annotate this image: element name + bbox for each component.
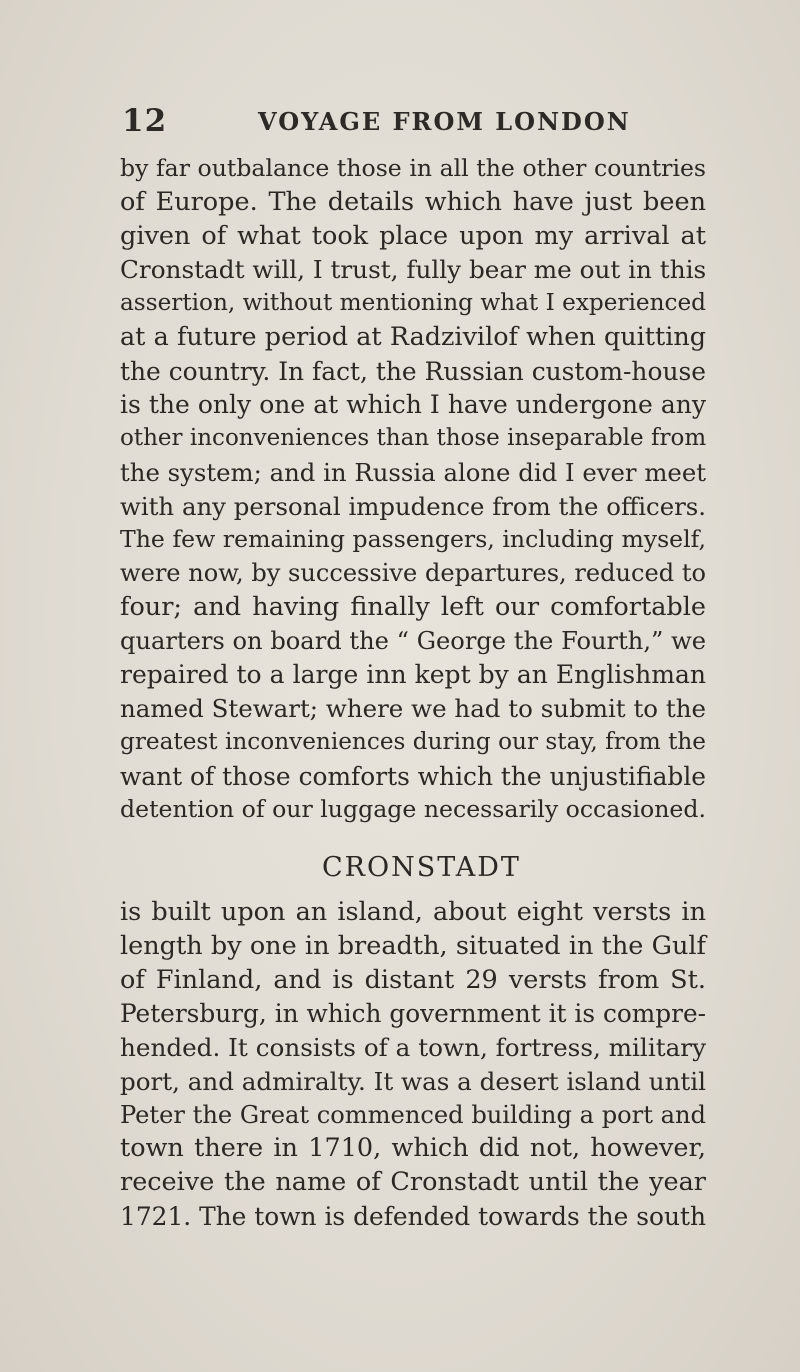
text-line: other inconveniences than those inseparable from <box>120 425 707 451</box>
text-line: with any personal impudence from the officers. <box>120 491 706 521</box>
text-line: The few remaining passengers, including myself, <box>120 525 706 554</box>
text-line: is the only one at which I have undergone any <box>120 390 706 420</box>
text-line: of Finland, and is distant 29 versts from St. <box>120 964 706 995</box>
text-line: port, and admiralty. It was a desert island until <box>120 1066 706 1096</box>
text-line: Cronstadt will, I trust, fully bear me out in this <box>120 255 707 285</box>
text-line: quarters on board the “ George the Fourth,” we <box>120 626 706 655</box>
text-line: want of those comforts which the unjustifiable <box>120 761 706 791</box>
text-line: the country. In fact, the Russian custom-house <box>120 356 706 386</box>
text-line: detention of our luggage necessarily occasioned. <box>120 795 706 824</box>
text-line: repaired to a large inn kept by an Englishman <box>120 660 706 690</box>
text-line: hended. It consists of a town, fortress, military <box>120 1033 706 1062</box>
text-line: by far outbalance those in all the other countries <box>120 154 706 182</box>
text-line: Peter the Great commenced building a port and <box>120 1100 706 1129</box>
paragraph-2 <box>120 896 706 1234</box>
section-heading: CRONSTADT <box>322 852 521 883</box>
text-line: town there in 1710, which did not, however, <box>120 1133 706 1164</box>
text-line: of Europe. The details which have just been <box>120 186 706 217</box>
text-line: were now, by successive departures, reduced to <box>120 559 706 587</box>
text-line: receive the name of Cronstadt until the year <box>120 1167 706 1197</box>
text-line: is built upon an island, about eight versts in <box>120 897 706 927</box>
text-line: assertion, without mentioning what I experienced <box>120 290 706 316</box>
text-line: 1721. The town is defended towards the south <box>120 1201 706 1231</box>
text-line: greatest inconveniences during our stay, from the <box>120 728 706 755</box>
text-line: the system; and in Russia alone did I ever meet <box>120 457 706 487</box>
text-line: named Stewart; where we had to submit to the <box>120 694 706 723</box>
text-line: length by one in breadth, situated in the Gulf <box>120 930 706 961</box>
paragraph-1 <box>120 152 706 827</box>
text-line: four; and having finally left our comfortable <box>120 591 706 622</box>
text-line: given of what took place upon my arrival at <box>120 220 706 251</box>
text-line: at a future period at Radzivilof when quitting <box>120 321 706 352</box>
page-header <box>120 103 720 147</box>
running-head: VOYAGE FROM LONDON <box>258 107 631 136</box>
page-number: 12 <box>122 103 168 139</box>
text-line: Petersburg, in which government it is compre- <box>120 999 706 1029</box>
